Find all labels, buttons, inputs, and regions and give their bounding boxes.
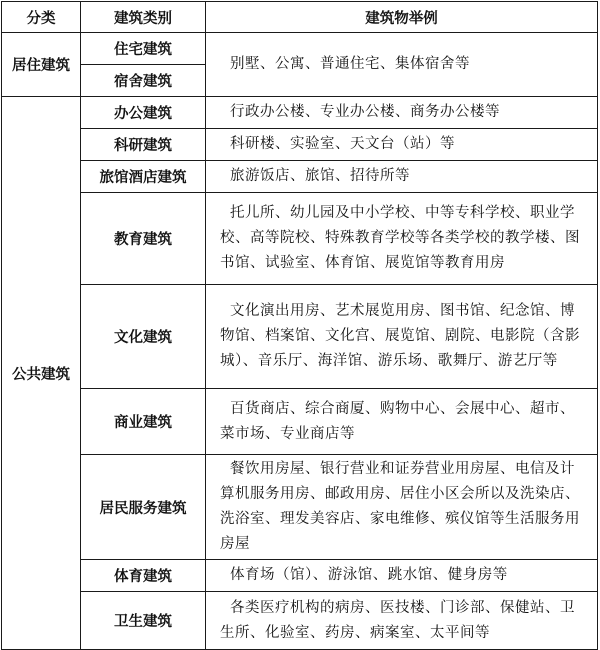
group-residential: 居住建筑 [2, 33, 81, 97]
table-row [2, 560, 598, 592]
group-public: 公共建筑 [2, 97, 81, 650]
header-type: 建筑类别 [81, 2, 206, 33]
type-cell: 教育建筑 [81, 193, 206, 285]
table-row [2, 285, 598, 389]
examples-cell: 别墅、公寓、普通住宅、集体宿舍等 [206, 33, 598, 97]
type-cell: 办公建筑 [81, 97, 206, 129]
examples-cell: 餐饮用房屋、银行营业和证券营业用房屋、电信及计算机服务用房、邮政用房、居住小区会所以及洗染店、洗浴室、理发美容店、家电维修、殡仪馆等生活服务用房屋 [206, 455, 598, 560]
table-row [2, 455, 598, 560]
examples-cell: 各类医疗机构的病房、医技楼、门诊部、保健站、卫生所、化验室、药房、病案室、太平间等 [206, 592, 598, 650]
table-row [2, 97, 598, 129]
examples-cell: 百货商店、综合商厦、购物中心、会展中心、超市、菜市场、专业商店等 [206, 389, 598, 455]
table-row [2, 161, 598, 193]
table-row [2, 33, 598, 65]
type-cell: 卫生建筑 [81, 592, 206, 650]
examples-cell: 科研楼、实验室、天文台（站）等 [206, 129, 598, 161]
type-cell: 住宅建筑 [81, 33, 206, 65]
table-row [2, 592, 598, 650]
table-row [2, 389, 598, 455]
type-cell: 科研建筑 [81, 129, 206, 161]
header-examples: 建筑物举例 [206, 2, 598, 33]
type-cell: 文化建筑 [81, 285, 206, 389]
examples-cell: 行政办公楼、专业办公楼、商务办公楼等 [206, 97, 598, 129]
header-row [2, 2, 598, 33]
type-cell: 体育建筑 [81, 560, 206, 592]
examples-cell: 文化演出用房、艺术展览用房、图书馆、纪念馆、博物馆、档案馆、文化宫、展览馆、剧院、电影院（含影城）、音乐厅、海洋馆、游乐场、歌舞厅、游艺厅等 [206, 285, 598, 389]
type-cell: 居民服务建筑 [81, 455, 206, 560]
type-cell: 商业建筑 [81, 389, 206, 455]
building-classification-table [1, 1, 598, 650]
header-category: 分类 [2, 2, 81, 33]
table-row [2, 129, 598, 161]
examples-cell: 托儿所、幼儿园及中小学校、中等专科学校、职业学校、高等院校、特殊教育学校等各类学校的教学楼、图书馆、试验室、体育馆、展览馆等教育用房 [206, 193, 598, 285]
table-row [2, 193, 598, 285]
examples-cell: 体育场（馆）、游泳馆、跳水馆、健身房等 [206, 560, 598, 592]
type-cell: 宿舍建筑 [81, 65, 206, 97]
examples-cell: 旅游饭店、旅馆、招待所等 [206, 161, 598, 193]
type-cell: 旅馆酒店建筑 [81, 161, 206, 193]
